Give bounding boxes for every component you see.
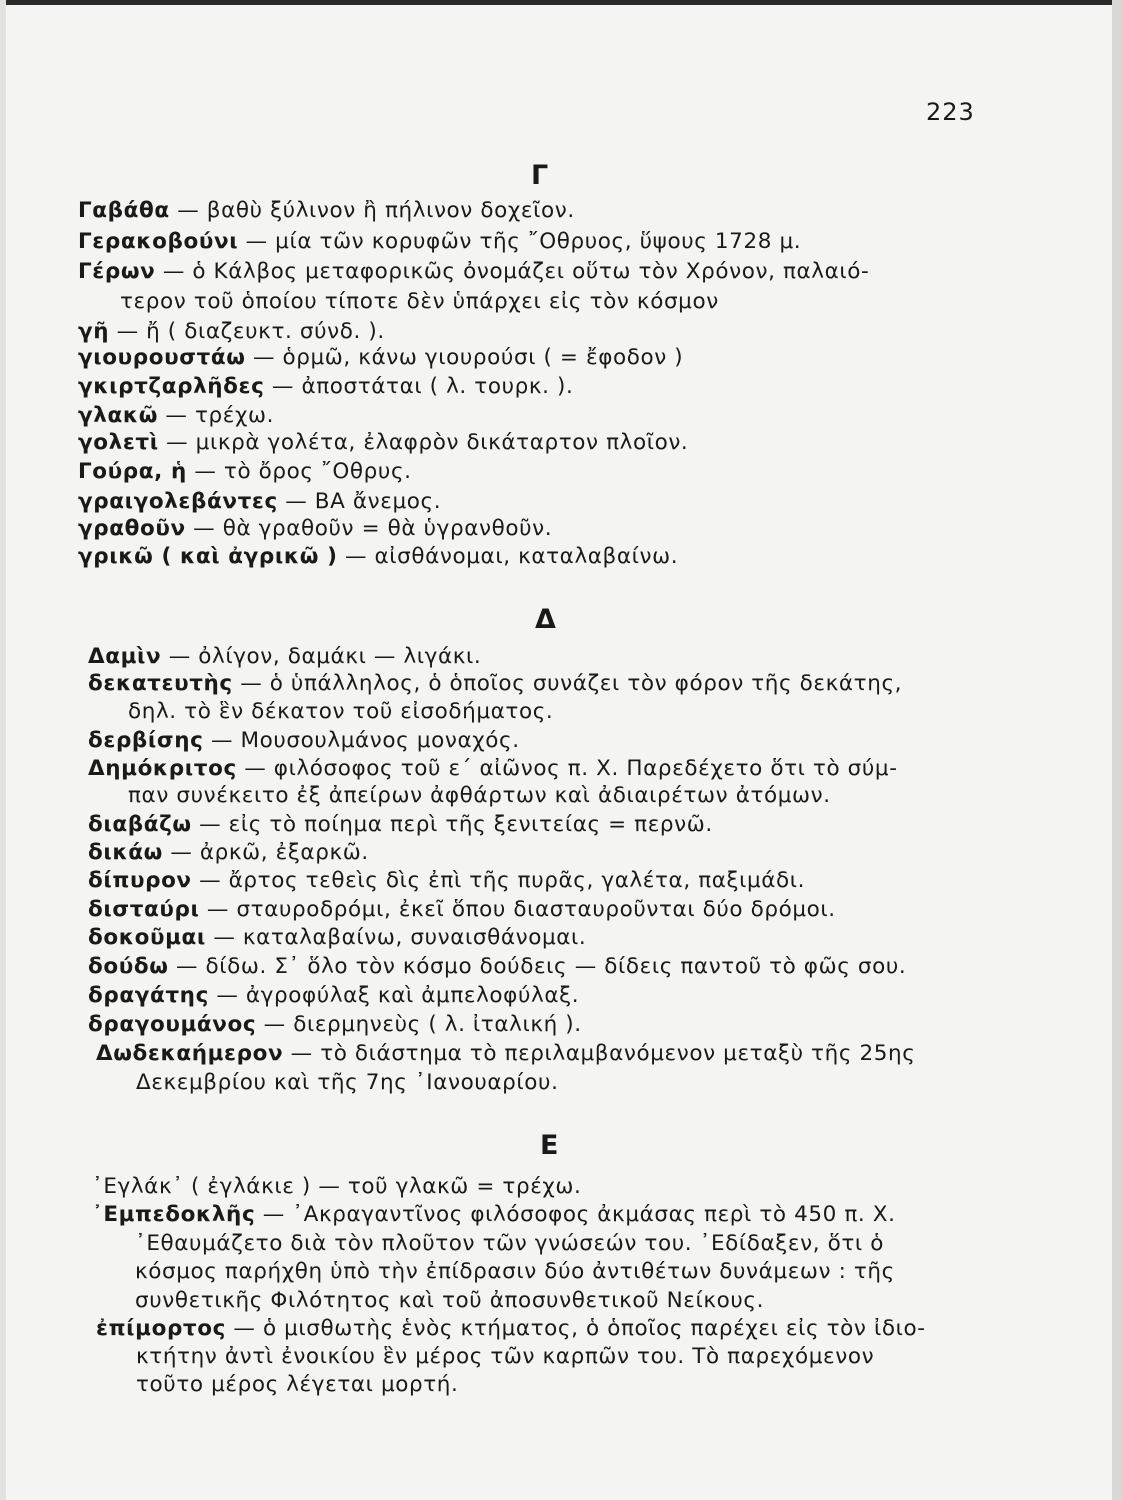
entry-headword: Γέρων [78,259,156,284]
entry [88,810,713,840]
entry-headword: δραγουμάνος [88,1012,257,1037]
section-letter-delta: Δ [535,604,556,635]
entry [96,1039,915,1069]
page-top-edge [0,0,1122,5]
entry-continuation: Δεκεμβρίου καὶ τῆς 7ης ᾿Ιανουαρίου. [136,1070,559,1095]
entry-definition: — ὁρμῶ, κάνω γιουρούσι ( = ἔφοδον ) [252,345,684,370]
entry [78,343,683,373]
page-number: 223 [926,98,975,126]
entry [88,726,520,756]
entry [92,1172,581,1202]
entry-definition: — ᾿Ακραγαντῖνος φιλόσοφος ἀκμάσας περὶ τὸ 450 π. Χ. [262,1202,896,1227]
entry-headword: δραγάτης [88,983,209,1008]
entry-definition: — ἄρτος τεθεὶς δὶς ἐπὶ τῆς πυρᾶς, γαλέτα, παξιμάδι. [199,868,806,893]
entry-headword: ᾿Εμπεδοκλῆς [92,1202,256,1227]
entry-headword: γιουρουστάω [78,345,246,370]
entry-definition: — τρέχω. [165,403,275,428]
entry [78,372,573,402]
entry-definition: — ὀλίγον, δαμάκι — λιγάκι. [168,644,482,669]
entry-definition: — ὁ Κάλβος μεταφορικῶς ὀνομάζει οὕτω τὸν Χρόνον, παλαιό- [162,259,870,284]
page-left-edge [0,0,6,1500]
entry-headword: Δαμὶν [88,644,162,669]
entry [88,866,805,896]
entry [78,487,441,517]
entry-headword: γῆ [78,319,110,344]
entry-headword: διαβάζω [88,812,192,837]
entry [78,196,575,226]
entry [88,895,836,925]
section-letter-epsilon: Ε [540,1130,559,1161]
entry-headword: δικάω [88,840,163,865]
entry-headword: δισταύρι [88,897,200,922]
entry [78,401,274,431]
entry-definition: — αἰσθάνομαι, καταλαβαίνω. [344,544,679,569]
entry-headword: ἐπίμορτος [96,1316,226,1341]
entry-headword: γραιγολεβάντες [78,489,278,514]
entry-definition: — δίδω. Σ᾿ ὅλο τὸν κόσμο δούδεις — δίδεις παντοῦ τὸ φῶς σου. [175,954,907,979]
entry-definition: — τὸ ὄρος ῎Οθρυς. [194,459,412,484]
entry-definition: — μικρὰ γολέτα, ἐλαφρὸν δικάταρτον πλοῖον. [166,430,689,455]
entry [88,923,586,953]
entry [78,227,801,257]
entry-headword: δούδω [88,954,169,979]
entry [78,428,688,458]
entry-headword: ᾿Εγλάκ᾿ ( ἐγλάκιε ) [92,1174,311,1199]
entry [78,514,552,544]
entry [78,542,678,572]
entry [96,1314,926,1344]
entry [88,952,906,982]
entry-definition: — θὰ γραθοῦν = θὰ ὑγρανθοῦν. [193,516,553,541]
entry-definition: — διερμηνεὺς ( λ. ἰταλική ). [263,1012,582,1037]
entry-definition: — ΒΑ ἄνεμος. [285,489,442,514]
entry-headword: δίπυρον [88,868,192,893]
entry [92,1200,896,1230]
entry-continuation: ᾿Εθαυμάζετο διὰ τὸν πλοῦτον τῶν γνώσεών του. ᾿Εδίδαξεν, ὅτι ὁ [135,1231,884,1256]
entry-definition: — φιλόσοφος τοῦ ε΄ αἰῶνος π. Χ. Παρεδέχετο ὅτι τὸ σύμ- [244,756,898,781]
entry-definition: — ὁ ὑπάλληλος, ὁ ὁποῖος συνάζει τὸν φόρον τῆς δεκάτης, [240,671,903,696]
entry-headword: γλακῶ [78,403,158,428]
entry-definition: — ἀποστάται ( λ. τουρκ. ). [271,374,574,399]
entry-definition: — ἤ ( διαζευκτ. σύνδ. ). [116,319,385,344]
entry-definition: — ἀρκῶ, ἐξαρκῶ. [170,840,369,865]
entry-continuation: δηλ. τὸ ἓν δέκατον τοῦ εἰσοδήματος. [128,699,554,724]
entry-definition: — καταλαβαίνω, συναισθάνομαι. [213,925,587,950]
entry-headword: Γερακοβούνι [78,229,239,254]
entry-headword: Γαβάθα [78,198,170,223]
entry [88,669,902,699]
entry-continuation: παν συνέκειτο ἐξ ἀπείρων ἀφθάρτων καὶ ἀδιαιρέτων ἀτόμων. [128,783,831,808]
entry-headword: γολετὶ [78,430,159,455]
entry-continuation: τερον τοῦ ὁποίου τίποτε δὲν ὑπάρχει εἰς τὸν κόσμον [120,289,719,314]
entry-definition: — εἰς τὸ ποίημα περὶ τῆς ξενιτείας = περνῶ. [199,812,713,837]
entry-headword: Δημόκριτος [88,756,237,781]
entry-continuation: κόσμος παρήχθη ὑπὸ τὴν ἐπίδρασιν δύο ἀντιθέτων δυνάμεων : τῆς [135,1259,895,1284]
entry [88,642,481,672]
entry-headword: γραθοῦν [78,516,186,541]
page-right-edge [1112,0,1122,1500]
entry-definition: — ὁ μισθωτὴς ἑνὸς κτήματος, ὁ ὁποῖος παρέχει εἰς τὸν ἰδιο- [233,1316,926,1341]
section-letter-gamma: Γ [531,160,549,191]
entry [78,257,869,287]
entry-definition: — βαθὺ ξύλινον ἢ πήλινον δοχεῖον. [177,198,575,223]
entry-definition: — Μουσουλμάνος μοναχός. [210,728,520,753]
entry-continuation: συνθετικῆς Φιλότητος καὶ τοῦ ἀποσυνθετικοῦ Νείκους. [135,1288,765,1313]
entry [88,754,898,784]
entry-headword: γκιρτζαρλῆδες [78,374,265,399]
entry-headword: δεκατευτὴς [88,671,233,696]
entry-continuation: τοῦτο μέρος λέγεται μορτή. [136,1372,459,1397]
entry-definition: — τὸ διάστημα τὸ περιλαμβανόμενον μεταξὺ τῆς 25ης [290,1041,916,1066]
entry [88,981,579,1011]
entry-headword: δερβίσης [88,728,204,753]
entry [88,1010,582,1040]
entry-continuation: κτήτην ἀντὶ ἐνοικίου ἓν μέρος τῶν καρπῶν του. Τὸ παρεχόμενον [136,1344,875,1369]
entry-definition: — ἀγροφύλαξ καὶ ἀμπελοφύλαξ. [216,983,580,1008]
entry-definition: — τοῦ γλακῶ = τρέχω. [318,1174,582,1199]
entry [78,457,412,487]
entry-headword: Γούρα, ἡ [78,459,187,484]
entry-headword: δοκοῦμαι [88,925,206,950]
entry-headword: Δωδεκαήμερον [96,1041,284,1066]
entry-definition: — μία τῶν κορυφῶν τῆς ῎Οθρυος, ὕψους 1728 μ. [245,229,802,254]
entry-headword: γρικῶ ( καὶ ἀγρικῶ ) [78,544,338,569]
entry [88,838,369,868]
entry-definition: — σταυροδρόμι, ἐκεῖ ὅπου διασταυροῦνται δύο δρόμοι. [206,897,836,922]
